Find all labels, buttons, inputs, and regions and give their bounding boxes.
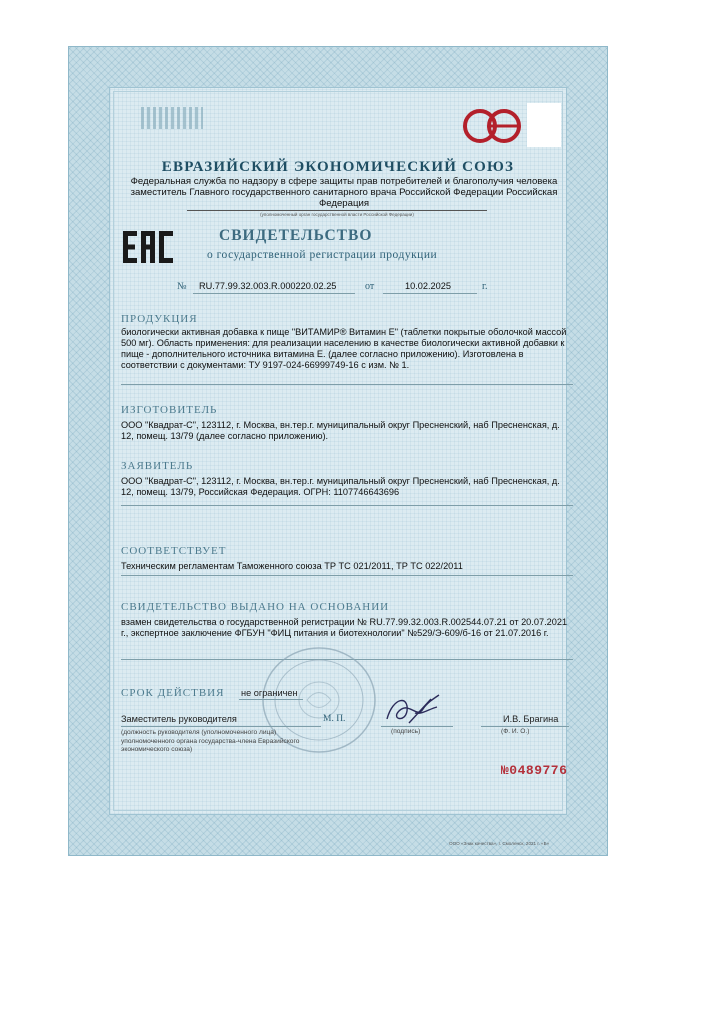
applicant-divider — [121, 505, 573, 506]
holographic-emblem-icon — [141, 107, 203, 129]
applicant-text: ООО "Квадрат-С", 123112, г. Москва, вн.тер.г. муниципальный округ Пресненский, наб Пресненская, д. 12, помещ. 13/79, Российская Федерация. ОГРН: 1107746643696 — [121, 476, 560, 497]
number-underline — [193, 293, 355, 294]
union-title: ЕВРАЗИЙСКИЙ ЭКОНОМИЧЕСКИЙ СОЮЗ — [161, 159, 515, 175]
validity-heading: СРОК ДЕЙСТВИЯ — [121, 687, 225, 699]
certificate-title: СВИДЕТЕЛЬСТВО — [219, 227, 373, 244]
se-logo-icon — [461, 107, 525, 145]
signature-note: (подпись) — [391, 728, 421, 735]
applicant-heading: ЗАЯВИТЕЛЬ — [121, 460, 194, 472]
date-label: от — [365, 281, 375, 292]
signatory-position: Заместитель руководителя — [121, 714, 237, 724]
validity-text: не ограничен — [241, 688, 298, 698]
mp-label: М. П. — [323, 714, 346, 724]
position-underline — [121, 726, 321, 727]
signatory-name: И.В. Брагина — [503, 714, 559, 724]
validity-underline — [239, 699, 303, 700]
manufacturer-text: ООО "Квадрат-С", 123112, г. Москва, вн.тер.г. муниципальный округ Пресненский, наб Пресненская, д. 12, помещ. 13/79 (далее согласно приложению). — [121, 420, 560, 441]
certificate-subtitle: о государственной регистрации продукции — [207, 249, 438, 261]
position-note: (должность руководителя (уполномоченного лица) уполномоченного органа государства-члена Евразийского экономического союза) — [121, 729, 300, 753]
product-divider — [121, 384, 573, 385]
name-underline — [481, 726, 569, 727]
eac-mark-icon — [121, 227, 177, 267]
signature-icon — [379, 689, 449, 729]
authority-note: (уполномоченный орган государственной власти Российской Федерации) — [187, 210, 487, 217]
authority-text: Федеральная служба по надзору в сфере защиты прав потребителей и благополучия человека заместитель Главного государственного санитарного врача Российской Федерации Российская Федерация — [130, 176, 558, 209]
number-label: № — [177, 281, 187, 292]
conforms-heading: СООТВЕТСТВУЕТ — [121, 545, 227, 557]
basis-text: взамен свидетельства о государственной регистрации № RU.77.99.32.003.R.002544.07.21 от 20.07.2021 г., экспертное заключение ФГБУН "ФИЦ питания и биотехнологии" №529/Э-609/б-16 от 21.07.2016 г. — [121, 617, 568, 638]
conforms-divider — [121, 575, 573, 576]
printer-note: ООО «Знак качества», г. Смоленск, 2021 г. «Б» — [449, 841, 550, 846]
fio-note: (Ф. И. О.) — [501, 728, 530, 735]
product-heading: ПРОДУКЦИЯ — [121, 313, 198, 325]
registration-number: RU.77.99.32.003.R.000220.02.25 — [199, 281, 337, 291]
white-patch — [527, 103, 561, 147]
manufacturer-heading: ИЗГОТОВИТЕЛЬ — [121, 404, 218, 416]
product-text: биологически активная добавка к пище "ВИТАМИР® Витамин Е" (таблетки покрытые оболочкой массой 500 мг). Область применения: для реализации населению в качестве биологически активной добавки к пище - дополнительного источника витамина Е. (далее согласно приложению). Изготовлена в соответствии с документами: ТУ 9197-024-66999749-16 с изм. № 1. — [121, 327, 567, 370]
date-underline — [383, 293, 477, 294]
serial-number: №0489776 — [501, 763, 568, 778]
registration-date: 10.02.2025 — [405, 281, 451, 291]
conforms-text: Техническим регламентам Таможенного союза ТР ТС 021/2011, ТР ТС 022/2011 — [121, 561, 463, 571]
basis-heading: СВИДЕТЕЛЬСТВО ВЫДАНО НА ОСНОВАНИИ — [121, 601, 390, 613]
signature-underline — [381, 726, 453, 727]
year-suffix: г. — [482, 281, 488, 292]
certificate-sheet — [68, 46, 608, 856]
